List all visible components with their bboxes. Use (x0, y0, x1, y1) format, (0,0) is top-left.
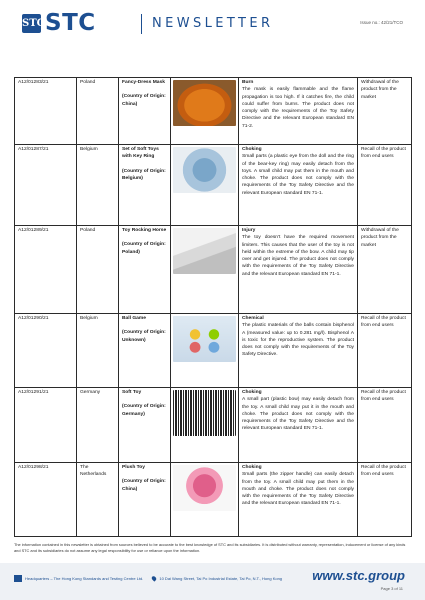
header-divider (141, 14, 142, 34)
hazard-type: Choking (242, 465, 262, 470)
website-link[interactable]: www.stc.group (312, 568, 405, 583)
measures-taken: Recall of the product from end users (358, 463, 412, 537)
risk-description: Small parts (the zipper handle) can easily detach from the toy. A small child may put them in the mouth and choke. The product does not comply with the requirements of the Toy Safety Directive and the relevant European standard EN 71-1. (242, 472, 354, 507)
recall-table (14, 77, 412, 537)
product-image-cell (171, 226, 239, 314)
product-name: Fancy-Dress Mask (122, 80, 165, 85)
footer-headquarters (14, 575, 282, 582)
location-pin-icon (151, 575, 157, 581)
hazard-type: Choking (242, 390, 262, 395)
newsletter-title: NEWSLETTER (152, 16, 274, 31)
pink-plush-bear-photo (173, 465, 236, 511)
product-image-cell (171, 145, 239, 226)
alert-number: A12/01290/21 (15, 314, 77, 388)
notifying-country: Belgium (77, 145, 119, 226)
country-of-origin: (Country of Origin: Germany) (122, 404, 166, 417)
alert-number: A12/01287/21 (15, 145, 77, 226)
product-name: Toy Rocking Horse (122, 228, 167, 233)
alert-number: A12/01291/21 (15, 388, 77, 463)
soft-bear-photo (173, 147, 236, 193)
measures-taken: Recall of the product from end users (358, 145, 412, 226)
risk-description: The toy doesn't have the required movement limiters. This causes that the user of the toy is not held within the extreme of the bow. A child may tip over and get injured. The product does not comply with the requirements of the Toy Safety Directive and the relevant European standard EN 71-1. (242, 235, 354, 277)
product-name: Ball Game (122, 316, 146, 321)
hazard-type: Burn (242, 80, 254, 85)
country-of-origin: (Country of Origin: China) (122, 94, 166, 107)
product-name: Plush Toy (122, 465, 146, 470)
risk-description: Small parts (a plastic eye from the doll and the ring of the bear-key ring) may easily detach from the toys. A small child may put them in the mouth and choke. The product does not comply with the requirements of the Toy Safety Directive and the relevant European standard EN 71-1. (242, 154, 354, 196)
pumpkin-mask-photo (173, 80, 236, 126)
table-row (15, 314, 412, 388)
measures-taken: Withdrawal of the product from the market (358, 78, 412, 145)
product-cell (119, 314, 171, 388)
product-image-cell (171, 388, 239, 463)
product-name: Soft Toy (122, 390, 142, 395)
alert-number: A12/01289/21 (15, 226, 77, 314)
country-of-origin: (Country of Origin: China) (122, 479, 166, 492)
table-row (15, 226, 412, 314)
headquarters-text: Headquarters – The Hong Kong Standards and Testing Centre Ltd. (25, 576, 144, 581)
page-header (0, 0, 425, 44)
table-row (15, 388, 412, 463)
country-of-origin: (Country of Origin: Poland) (122, 242, 166, 255)
notifying-country: Poland (77, 78, 119, 145)
alert-number: A12/01283/21 (15, 78, 77, 145)
risk-description-cell (239, 145, 358, 226)
product-cell (119, 388, 171, 463)
rocking-horse-photo (173, 228, 236, 274)
hazard-type: Injury (242, 228, 256, 233)
alert-number: A12/01298/21 (15, 463, 77, 537)
stc-mini-logo-icon (14, 575, 22, 582)
product-name: Set of Soft Toys with Key Ring (122, 147, 159, 160)
risk-description-cell (239, 78, 358, 145)
table-row (15, 78, 412, 145)
address-text: 10 Dai Wang Street, Tai Po Industrial Estate, Tai Po, N.T., Hong Kong (159, 576, 283, 581)
product-image-cell (171, 78, 239, 145)
table-row (15, 463, 412, 537)
product-cell (119, 226, 171, 314)
measures-taken: Recall of the product from end users (358, 388, 412, 463)
logo-mark-text: STC (22, 18, 45, 29)
page-number: Page 3 of 11 (380, 586, 403, 591)
country-of-origin: (Country of Origin: Unknown) (122, 330, 166, 343)
risk-description-cell (239, 388, 358, 463)
recall-table-body (15, 78, 412, 537)
product-image-cell (171, 314, 239, 388)
product-cell (119, 463, 171, 537)
stc-logo-mark (22, 14, 45, 33)
risk-description-cell (239, 463, 358, 537)
notifying-country: Belgium (77, 314, 119, 388)
table-row (15, 145, 412, 226)
country-of-origin: (Country of Origin: Belgium) (122, 168, 166, 181)
risk-description: The plastic materials of the balls contain bisphenol A (measured value: up to 0.281 mg/l). Bisphenol A is toxic for the reproductive system. The product does not comply with the requirements of the Toy Safety Directive. (242, 323, 354, 358)
hazard-type: Chemical (242, 316, 264, 321)
ball-game-photo (173, 316, 236, 362)
notifying-country: Poland (77, 226, 119, 314)
hazard-type: Choking (242, 147, 262, 152)
risk-description: The mask is easily flammable and the flame propagation is too high. If it catches fire, the child could suffer from burns. The product does not comply with the requirements of the Toy Safety Directive and the relevant European standard EN 71-2. (242, 87, 354, 129)
product-cell (119, 78, 171, 145)
issue-number: Issue no.: 42/21/TCO (360, 20, 403, 25)
risk-description: A small part (plastic bow) may easily detach from the toy. A small child may put it in the mouth and choke. The product does not comply with the requirements of the Toy Safety Directive and the relevant European standard EN 71-1. (242, 397, 354, 432)
disclaimer: The information contained in this newsletter is obtained from sources believed to be accurate to the best knowledge of STC and its subsidiaries. It is distributed without warranty, representation, inducement or license of any kinds and STC and its subsidiaries do not assume any legal responsibility for use or reliance upon the information. (14, 542, 406, 553)
risk-description-cell (239, 226, 358, 314)
notifying-country: Germany (77, 388, 119, 463)
notifying-country: The Netherlands (77, 463, 119, 537)
stc-logo-text: STC (45, 10, 96, 36)
product-label-photo (173, 390, 236, 436)
product-cell (119, 145, 171, 226)
risk-description-cell (239, 314, 358, 388)
measures-taken: Recall of the product from end users (358, 314, 412, 388)
measures-taken: Withdrawal of the product from the market (358, 226, 412, 314)
product-image-cell (171, 463, 239, 537)
